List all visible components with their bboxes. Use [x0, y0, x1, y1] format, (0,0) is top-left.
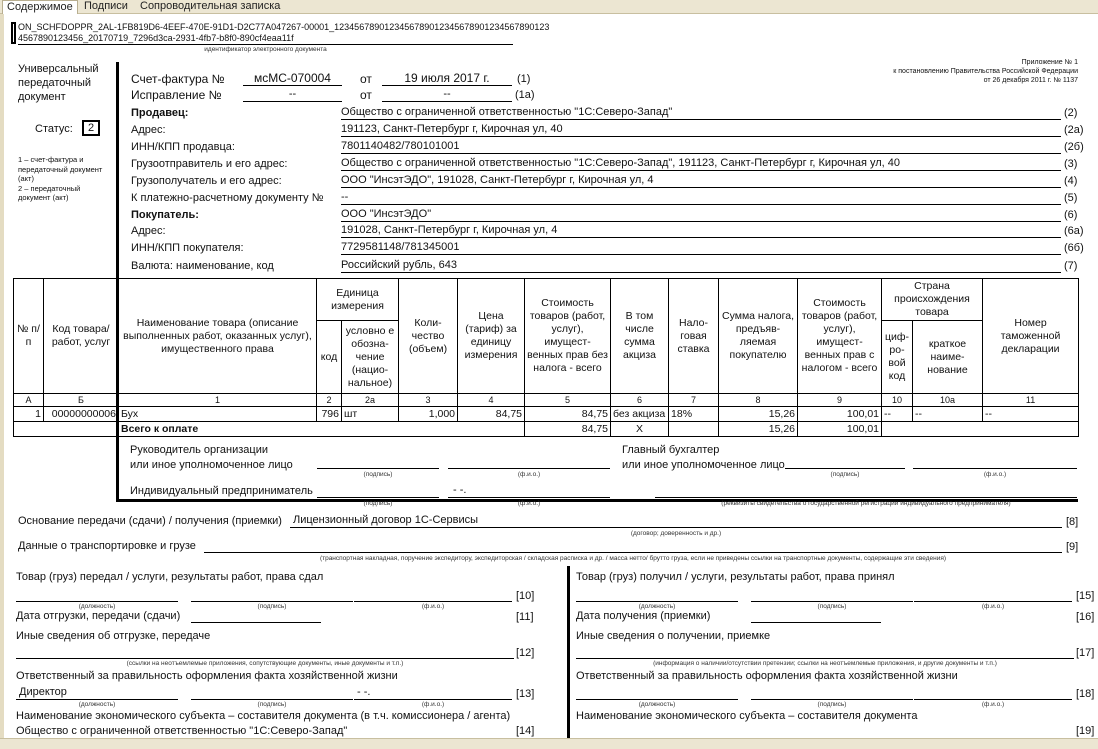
caption: (подпись): [257, 603, 287, 610]
field-label: Грузополучатель и его адрес:: [131, 175, 282, 187]
col-rate: Нало-говая ставка: [669, 279, 719, 394]
caption: (реквизиты свидетельства о государственной регистрации индивидуального предпринимателя): [721, 500, 1011, 507]
col-excise: В том числе сумма акциза: [611, 279, 669, 394]
caption: (ф.и.о.): [517, 471, 541, 478]
signature-field[interactable]: Директор: [16, 686, 178, 700]
code: [14]: [516, 725, 535, 737]
caption: (подпись): [817, 603, 847, 610]
code: [11]: [516, 611, 534, 623]
column-number: 2а: [342, 394, 399, 407]
total-tax: 15,26: [719, 422, 798, 437]
table-cell: 18%: [669, 407, 719, 422]
field-label: Покупатель:: [131, 209, 199, 221]
field-value[interactable]: 7729581148/781345001: [341, 241, 1061, 255]
col-unit: Единица измерения: [317, 279, 399, 321]
table-row: [14, 407, 1079, 422]
field-label: ИНН/КПП продавца:: [131, 141, 235, 153]
date-field[interactable]: [191, 609, 321, 623]
code: [9]: [1066, 541, 1079, 553]
ip-signature-field[interactable]: [317, 484, 439, 498]
table-cell: 100,01: [798, 407, 882, 422]
date-field[interactable]: [751, 609, 881, 623]
field-value[interactable]: 191123, Санкт-Петербург г, Кирочная ул, 40: [341, 123, 1061, 137]
appendix-line: от 26 декабря 2011 г. № 1137: [983, 77, 1078, 84]
col-price: Цена (тариф) за единицу измерения: [458, 279, 525, 394]
column-number: 2: [317, 394, 342, 407]
other-label: Иные сведения об отгрузке, передаче: [16, 630, 211, 642]
column-number: 4: [458, 394, 525, 407]
doc-id-marker: [11, 22, 16, 44]
field-code: (4): [1064, 175, 1078, 187]
title-line: документ: [18, 91, 66, 103]
caption: (ф.и.о.): [981, 701, 1005, 708]
entity-label: Наименование экономического субъекта – составителя документа: [576, 710, 918, 722]
caption: (информация о наличии/отсутствии претензии; ссылки на неотъемлемые приложения, и другие документы и т.п.): [653, 660, 997, 667]
column-number: 1: [119, 394, 317, 407]
note-line: передаточный документ: [18, 164, 103, 174]
signature-field[interactable]: [751, 588, 913, 602]
col-name: Наименование товара (описание выполненных работ, оказанных услуг), имущественного права: [119, 279, 317, 394]
table-cell: 796: [317, 407, 342, 422]
correction-code: (1а): [515, 89, 535, 101]
col-n: № п/п: [14, 279, 44, 394]
correction-number: --: [243, 88, 342, 102]
title-line: передаточный: [18, 77, 92, 89]
caption: (ф.и.о.): [981, 603, 1005, 610]
section-title: Товар (груз) получил / услуги, результаты работ, права принял: [576, 571, 895, 583]
caption: (подпись): [830, 471, 860, 478]
table-cell: --: [983, 407, 1079, 422]
signature-field[interactable]: [576, 588, 738, 602]
code: [16]: [1076, 611, 1095, 623]
field-value[interactable]: Общество с ограниченной ответственностью "1С:Северо-Запад": [341, 106, 1061, 120]
status-note: [18, 155, 102, 203]
caption: (ф.и.о.): [517, 500, 541, 507]
caption: (должность): [78, 701, 116, 708]
field-value[interactable]: --: [341, 191, 1061, 205]
col-tax: Сумма налога, предъяв-ляемая покупателю: [719, 279, 798, 394]
status-label: Статус:: [35, 123, 73, 135]
column-number: 10а: [913, 394, 983, 407]
section-title: Товар (груз) передал / услуги, результаты работ, права сдал: [16, 571, 324, 583]
column-number: 9: [798, 394, 882, 407]
table-cell: --: [882, 407, 913, 422]
total-excise: X: [611, 422, 669, 437]
field-code: (2): [1064, 107, 1078, 119]
field-label: Продавец:: [131, 107, 189, 119]
caption: (транспортная накладная, поручение экспедитору, экспедиторская / складская расписка и др. / масса нетто/ брутто груза, если не приведены ссылки на транспортные документы, содержащие эти сведения): [319, 555, 947, 562]
caption: (ф.и.о.): [421, 603, 445, 610]
caption: (должность): [638, 603, 676, 610]
col-unit-code: код: [317, 321, 342, 394]
code: [10]: [516, 590, 535, 602]
signature-field[interactable]: [16, 588, 178, 602]
tab-cover-note[interactable]: Сопроводительная записка: [140, 0, 281, 12]
ip-fio-field[interactable]: - -.: [448, 484, 610, 498]
field-code: (6а): [1064, 225, 1084, 237]
field-code: (2а): [1064, 124, 1084, 136]
field-code: (6): [1064, 209, 1078, 221]
status-value: 2: [82, 120, 100, 136]
signature-field[interactable]: [751, 686, 913, 700]
invoice-code: (1): [517, 73, 531, 85]
col-customs: Номер таможенной декларации: [983, 279, 1079, 394]
doc-id-caption: идентификатор электронного документа: [204, 46, 327, 53]
column-number: 8: [719, 394, 798, 407]
left-frame: [0, 14, 4, 738]
field-value[interactable]: Российский рубль, 643: [341, 259, 1061, 273]
appendix-line: к постановлению Правительства Российской Федерации: [893, 68, 1078, 75]
code: [15]: [1076, 590, 1095, 602]
total-cost: 84,75: [525, 422, 611, 437]
field-code: (5): [1064, 192, 1078, 204]
appendix-line: Приложение № 1: [1021, 59, 1078, 66]
correction-date: --: [382, 88, 512, 102]
column-number: 11: [983, 394, 1079, 407]
acc-line: Главный бухгалтер: [622, 444, 720, 456]
signature-field[interactable]: [191, 686, 353, 700]
invoice-date: 19 июля 2017 г.: [382, 72, 512, 86]
doc-title: [18, 62, 99, 104]
col-country: Страна происхождения товара: [882, 279, 983, 321]
tab-content[interactable]: Содержимое: [2, 0, 78, 14]
doc-id: [18, 22, 549, 44]
note-line: (акт): [18, 174, 34, 183]
table-cell: 1,000: [399, 407, 458, 422]
field-value[interactable]: Общество с ограниченной ответственностью "1С:Северо-Запад", 191123, Санкт-Петербург г, Кирочная ул, 40: [341, 157, 1061, 171]
code: [12]: [516, 647, 535, 659]
invoice-from: от: [360, 72, 372, 86]
head-label: [130, 443, 293, 473]
code: [13]: [516, 688, 535, 700]
col-code: Код товара/ работ, услуг: [44, 279, 119, 394]
table-cell: 84,75: [525, 407, 611, 422]
table-cell: 1: [14, 407, 44, 422]
column-number: 10: [882, 394, 913, 407]
doc-id-line2: 4567890123456_20170719_7296d3ca-2931-4fb7-b8f0-890cf4eaa11f: [18, 33, 294, 43]
invoice-number: мсМС-070004: [243, 72, 342, 86]
caption: (ссылки на неотъемлемые приложения, сопутствующие документы, иные документы и т.п.): [126, 660, 404, 667]
appendix-note: [893, 58, 1078, 85]
caption: (подпись): [363, 471, 393, 478]
caption: (должность): [638, 701, 676, 708]
field-value[interactable]: ООО "ИнсэтЭДО", 191028, Санкт-Петербург г, Кирочная ул, 4: [341, 174, 1061, 188]
note-line: 1 – счет-фактура и: [18, 155, 84, 164]
total-label: Всего к оплате: [119, 422, 525, 437]
field-label: Адрес:: [131, 124, 166, 136]
correction-label: Исправление №: [131, 88, 222, 102]
basis-label: Основание передачи (сдачи) / получения (приемки): [18, 515, 282, 527]
signature-field[interactable]: - -.: [354, 686, 512, 700]
entity-label: Наименование экономического субъекта – составителя документа (в т.ч. комиссионера / агента): [16, 710, 511, 722]
correction-from: от: [360, 88, 372, 102]
head-line: или иное уполномоченное лицо: [130, 459, 293, 471]
signature-field[interactable]: [914, 588, 1072, 602]
signature-field[interactable]: [576, 686, 738, 700]
code: [8]: [1066, 516, 1079, 528]
code: [17]: [1076, 647, 1095, 659]
other-field[interactable]: [576, 645, 1074, 659]
resp-label: Ответственный за правильность оформления факта хозяйственной жизни: [576, 670, 958, 682]
accountant-fio-field[interactable]: [913, 455, 1077, 469]
column-number: Б: [44, 394, 119, 407]
doc-id-line1: ON_SCHFDOPPR_2AL-1FB819D6-4EEF-470E-91D1-D2C77A047267-00001_1234567890123456789012345678901234567890123: [18, 22, 550, 32]
field-code: (2б): [1064, 141, 1084, 153]
invoice-label: Счет-фактура №: [131, 72, 225, 86]
code: [18]: [1076, 688, 1095, 700]
table-cell: --: [913, 407, 983, 422]
field-label: Грузоотправитель и его адрес:: [131, 158, 288, 170]
accountant-label: [622, 443, 785, 473]
table-cell: шт: [342, 407, 399, 422]
col-cost: Стоимость товаров (работ, услуг), имущест-венных прав без налога - всего: [525, 279, 611, 394]
total-row: [14, 422, 1079, 437]
divider: [18, 44, 513, 45]
field-label: Валюта: наименование, код: [131, 260, 274, 272]
other-label: Иные сведения о получении, приемке: [576, 630, 771, 642]
field-code: (7): [1064, 260, 1078, 272]
basis-field[interactable]: Лицензионный договор 1С-Сервисы: [290, 514, 1062, 528]
entity-value: Общество с ограниченной ответственностью "1С:Северо-Запад": [16, 725, 348, 737]
other-field[interactable]: [16, 645, 514, 659]
ip-requisites-field[interactable]: [655, 484, 1077, 498]
table-cell: 15,26: [719, 407, 798, 422]
title-line: Универсальный: [18, 63, 99, 75]
col-total: Стоимость товаров (работ, услуг), имущест-венных прав с налогом - всего: [798, 279, 882, 394]
column-number: 3: [399, 394, 458, 407]
field-label: К платежно-расчетному документу №: [131, 192, 324, 204]
signature-field[interactable]: [354, 588, 512, 602]
field-label: ИНН/КПП покупателя:: [131, 242, 244, 254]
caption: (должность): [78, 603, 116, 610]
section-divider: [567, 566, 570, 738]
transport-field[interactable]: [204, 539, 1062, 553]
caption: (ф.и.о.): [983, 471, 1007, 478]
table-cell: без акциза: [611, 407, 669, 422]
code: [19]: [1076, 725, 1095, 737]
field-label: Адрес:: [131, 225, 166, 237]
field-code: (6б): [1064, 242, 1084, 254]
col-country-name: краткое наиме-нование: [913, 321, 983, 394]
head-fio-field[interactable]: [448, 455, 610, 469]
acc-line: или иное уполномоченное лицо: [622, 459, 785, 471]
note-line: 2 – передаточный: [18, 183, 81, 193]
column-number: А: [14, 394, 44, 407]
table-cell: 84,75: [458, 407, 525, 422]
total-sum: 100,01: [798, 422, 882, 437]
transport-label: Данные о транспортировке и грузе: [18, 540, 196, 552]
accountant-signature-field[interactable]: [785, 455, 905, 469]
note-line: документ (акт): [18, 193, 69, 202]
date-label: Дата отгрузки, передачи (сдачи): [16, 610, 181, 622]
table-cell: 00000000006: [44, 407, 119, 422]
caption: (подпись): [257, 701, 287, 708]
column-number: 6: [611, 394, 669, 407]
caption: (ф.и.о.): [421, 701, 445, 708]
ip-label: Индивидуальный предприниматель: [130, 485, 313, 497]
column-number: 7: [669, 394, 719, 407]
head-line: Руководитель организации: [130, 444, 269, 456]
col-unit-symbol: условно е обозна-чение (нацио-нальное): [342, 321, 399, 394]
resp-label: Ответственный за правильность оформления факта хозяйственной жизни: [16, 670, 398, 682]
col-qty: Коли-чество (объем): [399, 279, 458, 394]
goods-table: [13, 278, 1079, 437]
caption: (подпись): [817, 701, 847, 708]
date-label: Дата получения (приемки): [576, 610, 711, 622]
signature-field[interactable]: [191, 588, 353, 602]
caption: (договор; доверенность и др.): [630, 530, 722, 537]
head-signature-field[interactable]: [317, 455, 439, 469]
col-country-code: циф-ро-вой код: [882, 321, 913, 394]
table-cell: Бух: [119, 407, 317, 422]
field-code: (3): [1064, 158, 1078, 170]
signature-field[interactable]: [914, 686, 1072, 700]
field-value[interactable]: 7801140482/780101001: [341, 140, 1061, 154]
horizontal-scrollbar[interactable]: [0, 738, 1098, 749]
field-value[interactable]: 191028, Санкт-Петербург г, Кирочная ул, 4: [341, 224, 1061, 238]
field-value[interactable]: ООО "ИнсэтЭДО": [341, 208, 1061, 222]
column-number: 5: [525, 394, 611, 407]
caption: (подпись): [363, 500, 393, 507]
tab-bar: [0, 0, 1098, 14]
tab-signatures[interactable]: Подписи: [84, 0, 128, 12]
